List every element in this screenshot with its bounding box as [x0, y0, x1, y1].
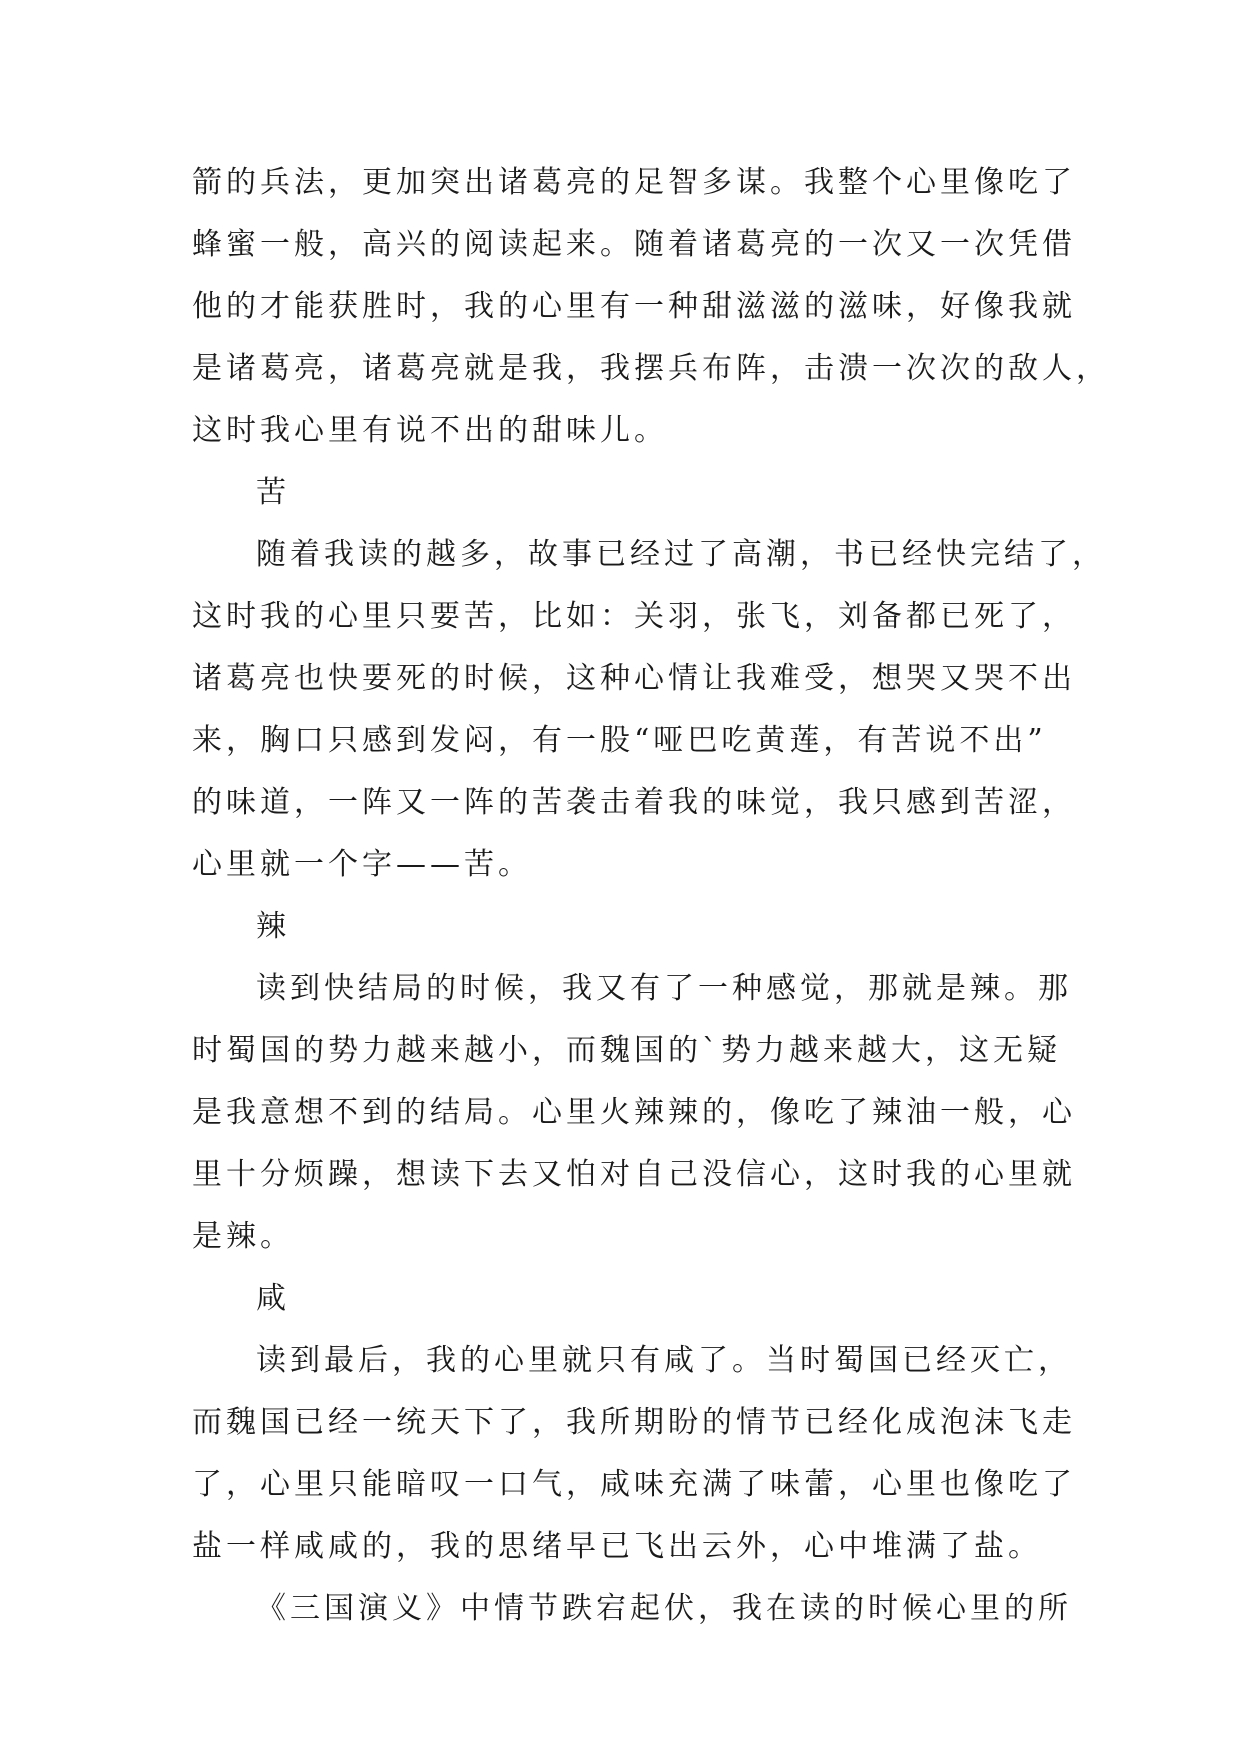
body-text [192, 152, 1110, 1640]
text-line: 是辣。 [192, 1219, 294, 1254]
text-line: 箭的兵法，更加突出诸葛亮的足智多谋。我整个心里像吃了 [192, 165, 1076, 200]
section-heading-xian: 咸 [256, 1281, 290, 1316]
text-line: 而魏国已经一统天下了，我所期盼的情节已经化成泡沫飞走 [192, 1405, 1076, 1440]
text-line: 时蜀国的势力越来越小，而魏国的`势力越来越大，这无疑 [192, 1033, 1061, 1068]
paragraph-start: 随着我读的越多，故事已经过了高潮，书已经快完结了， [256, 537, 1106, 572]
text-line: 是诸葛亮，诸葛亮就是我，我摆兵布阵，击溃一次次的敌人， [192, 351, 1110, 386]
section-heading-la: 辣 [256, 909, 290, 944]
text-line: 他的才能获胜时，我的心里有一种甜滋滋的滋味，好像我就 [192, 289, 1076, 324]
text-line: 诸葛亮也快要死的时候，这种心情让我难受，想哭又哭不出 [192, 661, 1076, 696]
text-line: 盐一样咸咸的，我的思绪早已飞出云外，心中堆满了盐。 [192, 1529, 1042, 1564]
text-line: 这时我心里有说不出的甜味儿。 [192, 413, 668, 448]
text-line: 蜂蜜一般，高兴的阅读起来。随着诸葛亮的一次又一次凭借 [192, 227, 1076, 262]
paragraph-start: 《三国演义》中情节跌宕起伏，我在读的时候心里的所 [256, 1591, 1072, 1626]
section-heading-ku: 苦 [256, 475, 290, 510]
text-line: 是我意想不到的结局。心里火辣辣的，像吃了辣油一般，心 [192, 1095, 1076, 1130]
text-line: 这时我的心里只要苦，比如：关羽，张飞，刘备都已死了， [192, 599, 1076, 634]
text-line: 里十分烦躁，想读下去又怕对自己没信心，这时我的心里就 [192, 1157, 1076, 1192]
text-line: 来，胸口只感到发闷，有一股“哑巴吃黄莲，有苦说不出” [192, 723, 1047, 758]
text-line: 的味道，一阵又一阵的苦袭击着我的味觉，我只感到苦涩， [192, 785, 1076, 820]
text-line: 了，心里只能暗叹一口气，咸味充满了味蕾，心里也像吃了 [192, 1467, 1076, 1502]
text-line: 心里就一个字——苦。 [192, 847, 532, 882]
paragraph-start: 读到快结局的时候，我又有了一种感觉，那就是辣。那 [256, 971, 1072, 1006]
paragraph-start: 读到最后，我的心里就只有咸了。当时蜀国已经灭亡， [256, 1343, 1072, 1378]
